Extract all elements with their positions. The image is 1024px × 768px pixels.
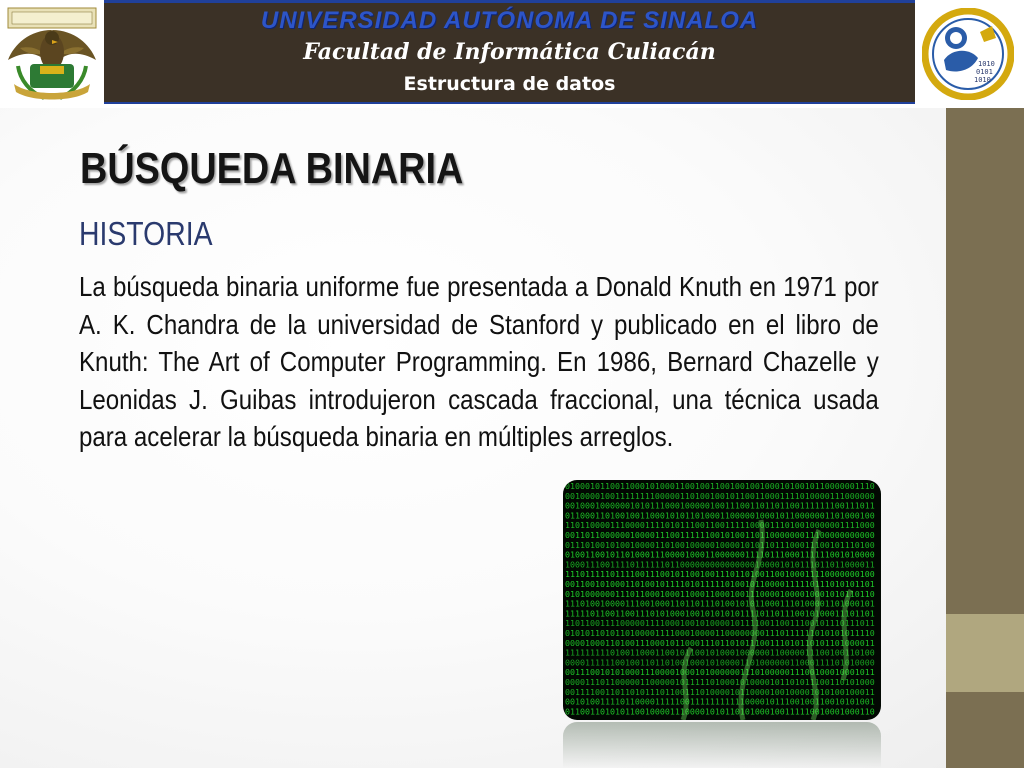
binary-row: 00001000110100111000101100011101101011100111010110101101000011 [565, 637, 875, 648]
binary-row: 11111011001100111010100010010101010111101101110010100011101101 [565, 608, 875, 619]
binary-row: 00110110000001000011100111111001010011011000000011100000000000 [565, 530, 875, 540]
binary-row: 00001110110000011000001011111010001010000101101011100110101000 [565, 677, 875, 687]
university-banner [104, 0, 915, 104]
faculty-seal-logo [922, 8, 1014, 100]
side-bar-segment-top [946, 108, 1024, 614]
binary-row: 11011001111000001111000100101000010111100110011100101110111011 [565, 618, 875, 629]
binary-row: 01100011010010011000101011010001100000100010110000001101000100 [565, 510, 875, 521]
svg-text:1010: 1010 [974, 76, 991, 84]
side-bar-segment-bottom [946, 692, 1024, 768]
side-bar-segment-accent [946, 614, 1024, 692]
binary-row: 00111001010100011100001000101000000111010000011100100010001011 [565, 667, 875, 678]
binary-image-reflection [563, 722, 881, 768]
binary-row: 11101001000011100100011011011101001010110001110100001101000101 [565, 598, 875, 609]
course-name: Estructura de datos [403, 73, 616, 95]
binary-row: 00110010100011010010111101011111010010110000111110111010101101 [565, 579, 875, 589]
binary-code-image [563, 480, 881, 720]
svg-text:0101: 0101 [976, 68, 993, 76]
binary-row: 00100001001111111100000110100100101100110001111010000111000000 [565, 490, 875, 501]
body-paragraph: La búsqueda binaria uniforme fue presentada a Donald Knuth en 1971 por A. K. Chandra de la universidad de Stanford y publicado en el libro de Knuth: The Art of Computer Programming. En 1986, Bernard Chazelle y Leonidas J. Guibas introdujeron cascada fraccional, una técnica usada para acelerar la búsqueda binaria en múltiples arreglos. [79, 271, 879, 452]
section-heading: HISTORIA [79, 215, 213, 252]
binary-row: 10001110011110111111011000000000000000100001010111011011000011 [565, 559, 875, 570]
faculty-name: Facultad de Informática Culiacán [303, 39, 716, 65]
slide-title: BÚSQUEDA BINARIA [80, 144, 464, 193]
university-name: UNIVERSIDAD AUTÓNOMA DE SINALOA [260, 7, 759, 34]
binary-row: 11011000011100001111010111001100111110000111010010000001111000 [565, 520, 875, 531]
binary-row: 01000101100110001010001100100110010010010001010010110000001110 [565, 481, 875, 491]
binary-row: 01110100101001000011010010000010000101011011100011100101110100 [565, 539, 875, 550]
university-crest-logo [0, 0, 104, 106]
binary-row: 01100110101011001000011100001010110101000100111110010001000110 [565, 706, 875, 717]
binary-row: 01010000001110110001000110001100010011100001000010001010110110 [565, 588, 875, 599]
binary-row: 01010110101101000011110001000011000000001110111111010101011110 [565, 628, 875, 638]
binary-row: 01001100101101000111000010001100000011110111000111111001010000 [565, 549, 875, 560]
binary-row: 00101001111011000011111001111111111100001011100100110010101001 [565, 696, 875, 707]
binary-row: 00001111110010011011010010001010000110100000011000111101010000 [565, 657, 875, 668]
binary-row: 11111111101001100011001011001010001000000110000011100100110100 [565, 647, 875, 658]
binary-row: 00100010000001010111000100000100111001101101100111111100111011 [565, 500, 875, 511]
binary-row: 00111100110110101110110011101000010110000100100001010100100011 [565, 686, 875, 697]
slide-header [0, 0, 1024, 108]
svg-text:1010: 1010 [978, 60, 995, 68]
binary-row: 11101111101111001110010110010011101101001100100011110000000100 [565, 569, 875, 580]
